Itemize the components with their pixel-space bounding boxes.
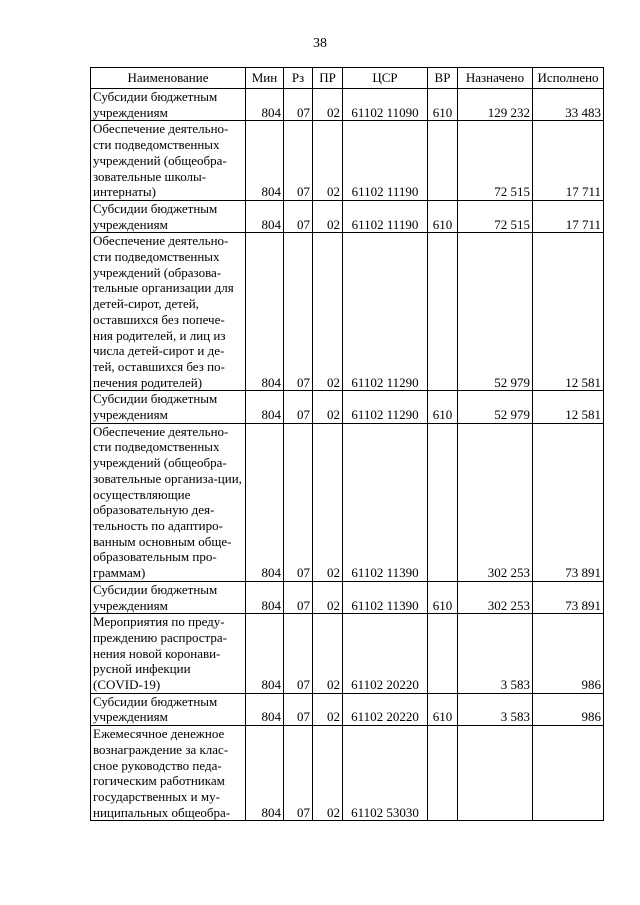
header-csr: ЦСР (343, 68, 428, 89)
cell-rz: 07 (284, 581, 313, 613)
table-header-row (91, 68, 604, 89)
cell-csr: 61102 11390 (343, 423, 428, 581)
header-pr: ПР (313, 68, 343, 89)
cell-vr (428, 121, 458, 201)
cell-pr: 02 (313, 391, 343, 423)
cell-name: Субсидии бюджетным учреждениям (91, 200, 246, 232)
cell-vr (428, 614, 458, 694)
header-rz: Рз (284, 68, 313, 89)
cell-min: 804 (246, 614, 284, 694)
cell-name: Субсидии бюджетным учреждениям (91, 89, 246, 121)
cell-assigned: 129 232 (458, 89, 533, 121)
table-row (91, 89, 604, 121)
budget-table (90, 67, 604, 821)
cell-assigned: 52 979 (458, 233, 533, 391)
cell-assigned: 302 253 (458, 581, 533, 613)
cell-min: 804 (246, 121, 284, 201)
table-row (91, 391, 604, 423)
table-row (91, 614, 604, 694)
cell-vr: 610 (428, 391, 458, 423)
cell-pr: 02 (313, 233, 343, 391)
cell-min: 804 (246, 726, 284, 821)
cell-min: 804 (246, 581, 284, 613)
cell-pr: 02 (313, 423, 343, 581)
cell-vr: 610 (428, 693, 458, 725)
cell-pr: 02 (313, 726, 343, 821)
cell-vr (428, 423, 458, 581)
cell-pr: 02 (313, 581, 343, 613)
cell-executed: 17 711 (533, 121, 604, 201)
cell-name: Субсидии бюджетным учреждениям (91, 391, 246, 423)
cell-csr: 61102 11290 (343, 233, 428, 391)
header-min: Мин (246, 68, 284, 89)
header-assigned: Назначено (458, 68, 533, 89)
cell-vr (428, 233, 458, 391)
cell-executed: 73 891 (533, 423, 604, 581)
cell-csr: 61102 53030 (343, 726, 428, 821)
table-row (91, 693, 604, 725)
cell-vr: 610 (428, 89, 458, 121)
cell-csr: 61102 11290 (343, 391, 428, 423)
cell-min: 804 (246, 200, 284, 232)
table-row (91, 423, 604, 581)
cell-assigned: 302 253 (458, 423, 533, 581)
cell-executed: 73 891 (533, 581, 604, 613)
table-row (91, 200, 604, 232)
header-executed: Исполнено (533, 68, 604, 89)
cell-min: 804 (246, 233, 284, 391)
cell-pr: 02 (313, 89, 343, 121)
cell-executed (533, 726, 604, 821)
cell-csr: 61102 11190 (343, 200, 428, 232)
cell-rz: 07 (284, 200, 313, 232)
table-row (91, 581, 604, 613)
cell-name: Мероприятия по преду-преждению распростра-нения новой коронави-русной инфекции (COVID-19) (91, 614, 246, 694)
cell-rz: 07 (284, 391, 313, 423)
table-row (91, 121, 604, 201)
cell-executed: 986 (533, 614, 604, 694)
cell-rz: 07 (284, 233, 313, 391)
cell-assigned: 3 583 (458, 693, 533, 725)
table-row (91, 233, 604, 391)
cell-rz: 07 (284, 121, 313, 201)
cell-name: Обеспечение деятельно-сти подведомственных учреждений (образова-тельные организации для детей-сирот, детей, оставшихся без попече-ния родителей, и лиц из числа детей-сирот и де-тей, оставшихся без по-печения родителей) (91, 233, 246, 391)
cell-min: 804 (246, 423, 284, 581)
cell-min: 804 (246, 693, 284, 725)
cell-assigned: 52 979 (458, 391, 533, 423)
cell-assigned (458, 726, 533, 821)
cell-csr: 61102 20220 (343, 614, 428, 694)
cell-executed: 986 (533, 693, 604, 725)
cell-vr: 610 (428, 200, 458, 232)
cell-csr: 61102 11390 (343, 581, 428, 613)
cell-rz: 07 (284, 726, 313, 821)
cell-min: 804 (246, 89, 284, 121)
cell-assigned: 72 515 (458, 200, 533, 232)
cell-executed: 33 483 (533, 89, 604, 121)
cell-csr: 61102 11190 (343, 121, 428, 201)
cell-rz: 07 (284, 614, 313, 694)
cell-pr: 02 (313, 121, 343, 201)
page-number: 38 (313, 36, 327, 51)
header-name: Наименование (91, 68, 246, 89)
cell-rz: 07 (284, 693, 313, 725)
cell-pr: 02 (313, 693, 343, 725)
cell-csr: 61102 20220 (343, 693, 428, 725)
cell-rz: 07 (284, 89, 313, 121)
cell-pr: 02 (313, 200, 343, 232)
cell-vr: 610 (428, 581, 458, 613)
cell-vr (428, 726, 458, 821)
cell-name: Ежемесячное денежное вознаграждение за клас-сное руководство педа-гогическим работникам государственных и му-ниципальных общеобра- (91, 726, 246, 821)
cell-executed: 17 711 (533, 200, 604, 232)
cell-csr: 61102 11090 (343, 89, 428, 121)
cell-name: Субсидии бюджетным учреждениям (91, 581, 246, 613)
cell-assigned: 72 515 (458, 121, 533, 201)
cell-executed: 12 581 (533, 391, 604, 423)
header-vr: ВР (428, 68, 458, 89)
cell-assigned: 3 583 (458, 614, 533, 694)
cell-executed: 12 581 (533, 233, 604, 391)
cell-pr: 02 (313, 614, 343, 694)
cell-min: 804 (246, 391, 284, 423)
cell-name: Субсидии бюджетным учреждениям (91, 693, 246, 725)
cell-name: Обеспечение деятельно-сти подведомственных учреждений (общеобра-зовательные организа-ции, осуществляющие образовательную дея-тельность по адаптиро-ванным основным обще-образовательным про-граммам) (91, 423, 246, 581)
cell-name: Обеспечение деятельно-сти подведомственных учреждений (общеобра-зовательные школы-интернаты) (91, 121, 246, 201)
table-row (91, 726, 604, 821)
cell-rz: 07 (284, 423, 313, 581)
